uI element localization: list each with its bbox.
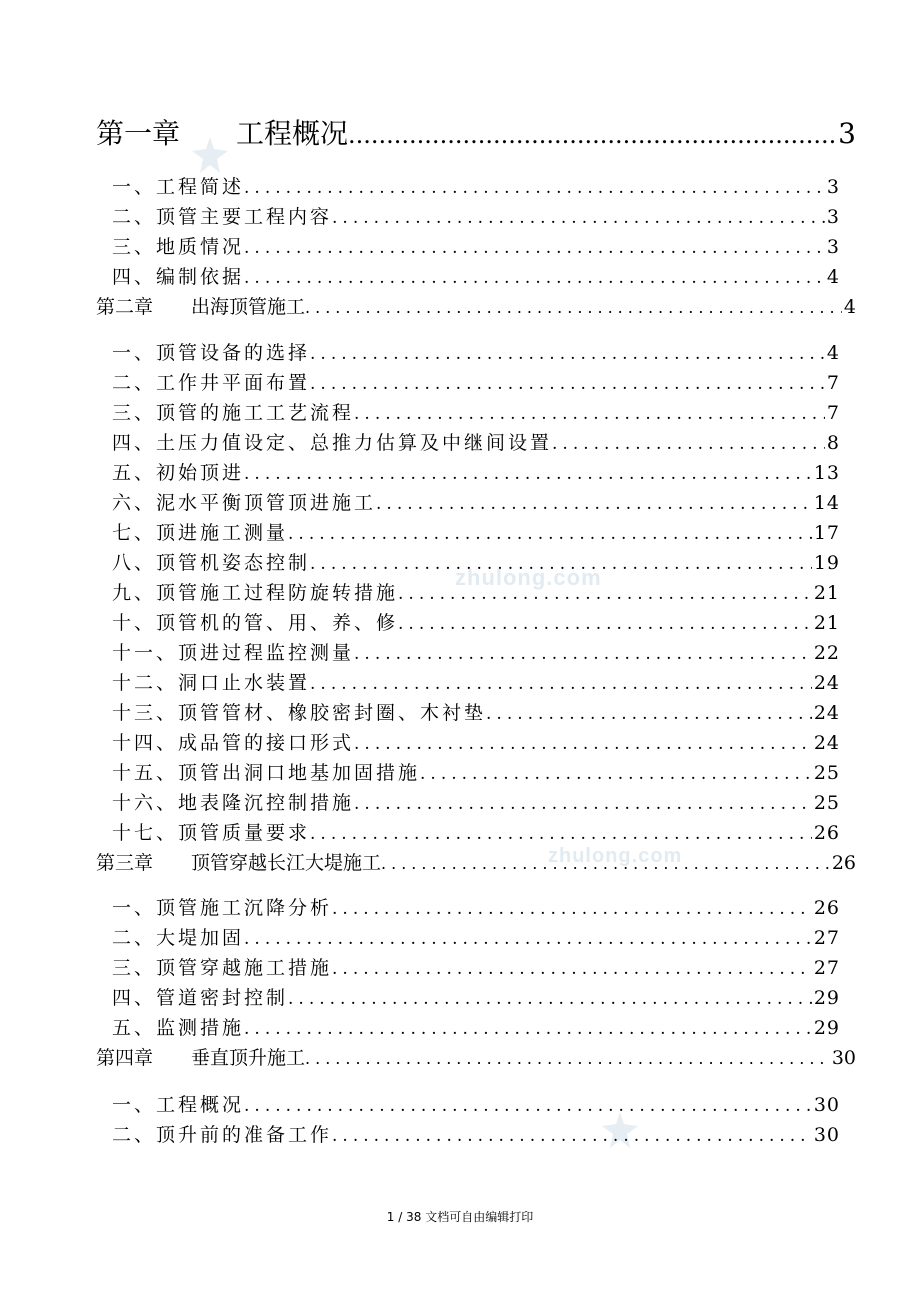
watermark-text: zhulong.com (548, 845, 683, 867)
toc-leader-dots (354, 644, 812, 664)
toc-leader-dots (348, 121, 836, 149)
toc-leader-dots (244, 178, 825, 198)
toc-label: 二、大堤加固 (112, 927, 245, 949)
toc-page-number: 13 (813, 462, 840, 484)
toc-section-entry[interactable] (112, 1013, 840, 1041)
toc-page-number: 3 (826, 206, 840, 228)
toc-leader-dots (288, 524, 812, 544)
toc-label: 七、顶进施工测量 (112, 522, 289, 544)
toc-section-entry[interactable] (112, 698, 840, 726)
toc-leader-dots (310, 674, 812, 694)
toc-leader-dots (244, 464, 812, 484)
toc-label: 一、工程概况 (112, 1094, 245, 1116)
toc-page-number: 25 (813, 792, 840, 814)
toc-label: 十三、顶管管材、橡胶密封圈、木衬垫 (112, 702, 487, 724)
toc-label: 二、工作井平面布置 (112, 372, 311, 394)
toc-leader-dots (310, 344, 825, 364)
toc-leader-dots (376, 494, 812, 514)
toc-label: 第四章 垂直顶升施工 (96, 1047, 306, 1069)
toc-label: 九、顶管施工过程防旋转措施 (112, 582, 399, 604)
toc-leader-dots (305, 298, 842, 317)
toc-leader-dots (552, 434, 825, 454)
toc-chapter-entry[interactable] (96, 292, 856, 320)
toc-page-number: 4 (826, 342, 840, 364)
toc-section-entry[interactable] (112, 758, 840, 786)
toc-page-number: 22 (813, 642, 840, 664)
toc-page-number: 30 (813, 1094, 840, 1116)
toc-leader-dots (244, 238, 825, 258)
toc-page-number: 17 (813, 522, 840, 544)
toc-page-number: 3 (838, 117, 856, 150)
toc-leader-dots (288, 989, 812, 1009)
toc-page-number: 27 (813, 957, 840, 979)
toc-page-number: 30 (831, 1047, 856, 1069)
toc-leader-dots (244, 1096, 812, 1116)
toc-page-number: 24 (813, 702, 840, 724)
toc-label: 五、监测措施 (112, 1017, 245, 1039)
toc-label: 三、顶管的施工工艺流程 (112, 402, 355, 424)
toc-leader-dots (244, 268, 825, 288)
toc-section-entry[interactable] (112, 923, 840, 951)
toc-chapter-entry[interactable] (96, 1043, 856, 1071)
toc-label: 二、顶升前的准备工作 (112, 1124, 333, 1146)
toc-page-number: 24 (813, 672, 840, 694)
toc-leader-dots (354, 404, 825, 424)
toc-label: 一、顶管施工沉降分析 (112, 897, 333, 919)
toc-section-entry[interactable] (112, 668, 840, 696)
toc-section-entry[interactable] (112, 983, 840, 1011)
toc-section-entry[interactable] (112, 578, 840, 606)
toc-leader-dots (244, 929, 812, 949)
toc-leader-dots (310, 374, 825, 394)
toc-page-number: 26 (813, 822, 840, 844)
toc-section-entry[interactable] (112, 262, 840, 290)
toc-section-entry[interactable] (112, 488, 840, 516)
toc-section-entry[interactable] (112, 368, 840, 396)
toc-leader-dots (354, 734, 812, 754)
toc-leader-dots (332, 1126, 812, 1146)
toc-label: 十五、顶管出洞口地基加固措施 (112, 762, 421, 784)
toc-section-entry[interactable] (112, 893, 840, 921)
toc-page-number: 30 (813, 1124, 840, 1146)
toc-page-number: 3 (826, 176, 840, 198)
toc-section-entry[interactable] (112, 458, 840, 486)
toc-section-entry[interactable] (112, 548, 840, 576)
toc-leader-dots (332, 959, 812, 979)
toc-section-entry[interactable] (112, 638, 840, 666)
toc-label: 五、初始顶进 (112, 462, 245, 484)
toc-page-number: 29 (813, 1017, 840, 1039)
toc-section-entry[interactable] (112, 232, 840, 260)
toc-page-number: 21 (813, 582, 840, 604)
toc-label: 第二章 出海顶管施工 (96, 296, 306, 318)
toc-page-number: 4 (843, 296, 856, 318)
toc-leader-dots (354, 794, 812, 814)
toc-label: 三、顶管穿越施工措施 (112, 957, 333, 979)
toc-section-entry[interactable] (112, 728, 840, 756)
toc-label: 三、地质情况 (112, 236, 245, 258)
toc-chapter-entry[interactable] (96, 848, 856, 876)
toc-section-entry[interactable] (112, 788, 840, 816)
toc-page-number: 29 (813, 987, 840, 1009)
watermark-text: zhulong.com (455, 565, 602, 590)
toc-page-number: 8 (826, 432, 840, 454)
toc-page-number: 21 (813, 612, 840, 634)
toc-label: 十、顶管机的管、用、养、修 (112, 612, 399, 634)
toc-page-number: 26 (831, 852, 856, 874)
toc-section-entry[interactable] (112, 398, 840, 426)
toc-section-entry[interactable] (112, 172, 840, 200)
toc-page-number: 24 (813, 732, 840, 754)
toc-page-number: 27 (813, 927, 840, 949)
toc-label: 一、工程简述 (112, 176, 245, 198)
toc-leader-dots (486, 704, 812, 724)
toc-leader-dots (332, 899, 812, 919)
toc-leader-dots (398, 584, 812, 604)
toc-page-number: 3 (826, 236, 840, 258)
toc-section-entry[interactable] (112, 428, 840, 456)
page-footer: 1 / 38 文档可自由编辑打印 (386, 1210, 534, 1224)
toc-label: 四、管道密封控制 (112, 987, 289, 1009)
toc-section-entry[interactable] (112, 1120, 840, 1148)
toc-section-entry[interactable] (112, 518, 840, 546)
toc-label: 一、顶管设备的选择 (112, 342, 311, 364)
toc-label: 十六、地表隆沉控制措施 (112, 792, 355, 814)
toc-leader-dots (244, 1019, 812, 1039)
toc-label: 六、泥水平衡顶管顶进施工 (112, 492, 377, 514)
toc-label: 十二、洞口止水装置 (112, 672, 311, 694)
toc-label: 十一、顶进过程监控测量 (112, 642, 355, 664)
toc-page-number: 25 (813, 762, 840, 784)
toc-leader-dots (305, 1049, 830, 1068)
toc-page-number: 19 (813, 552, 840, 574)
toc-label: 二、顶管主要工程内容 (112, 206, 333, 228)
toc-section-entry[interactable] (112, 1090, 840, 1118)
toc-page-number: 26 (813, 897, 840, 919)
toc-label: 十四、成品管的接口形式 (112, 732, 355, 754)
toc-section-entry[interactable] (112, 202, 840, 230)
toc-leader-dots (420, 764, 812, 784)
toc-page-number: 7 (826, 372, 840, 394)
toc-chapter-1[interactable] (96, 112, 856, 152)
toc-label: 四、土压力值设定、总推力估算及中继间设置 (112, 432, 553, 454)
toc-page-number: 14 (813, 492, 840, 514)
toc-label: 十七、顶管质量要求 (112, 822, 311, 844)
toc-section-entry[interactable] (112, 338, 840, 366)
toc-section-entry[interactable] (112, 608, 840, 636)
toc-label: 八、顶管机姿态控制 (112, 552, 311, 574)
toc-leader-dots (310, 824, 812, 844)
toc-label: 第三章 顶管穿越长江大堤施工 (96, 852, 382, 874)
toc-section-entry[interactable] (112, 953, 840, 981)
toc-label: 第一章 工程概况 (96, 117, 349, 150)
toc-leader-dots (310, 554, 812, 574)
toc-leader-dots (381, 854, 830, 873)
toc-label: 四、编制依据 (112, 266, 245, 288)
toc-leader-dots (332, 208, 825, 228)
toc-page-number: 7 (826, 402, 840, 424)
toc-leader-dots (398, 614, 812, 634)
toc-page-number: 4 (826, 266, 840, 288)
toc-section-entry[interactable] (112, 818, 840, 846)
